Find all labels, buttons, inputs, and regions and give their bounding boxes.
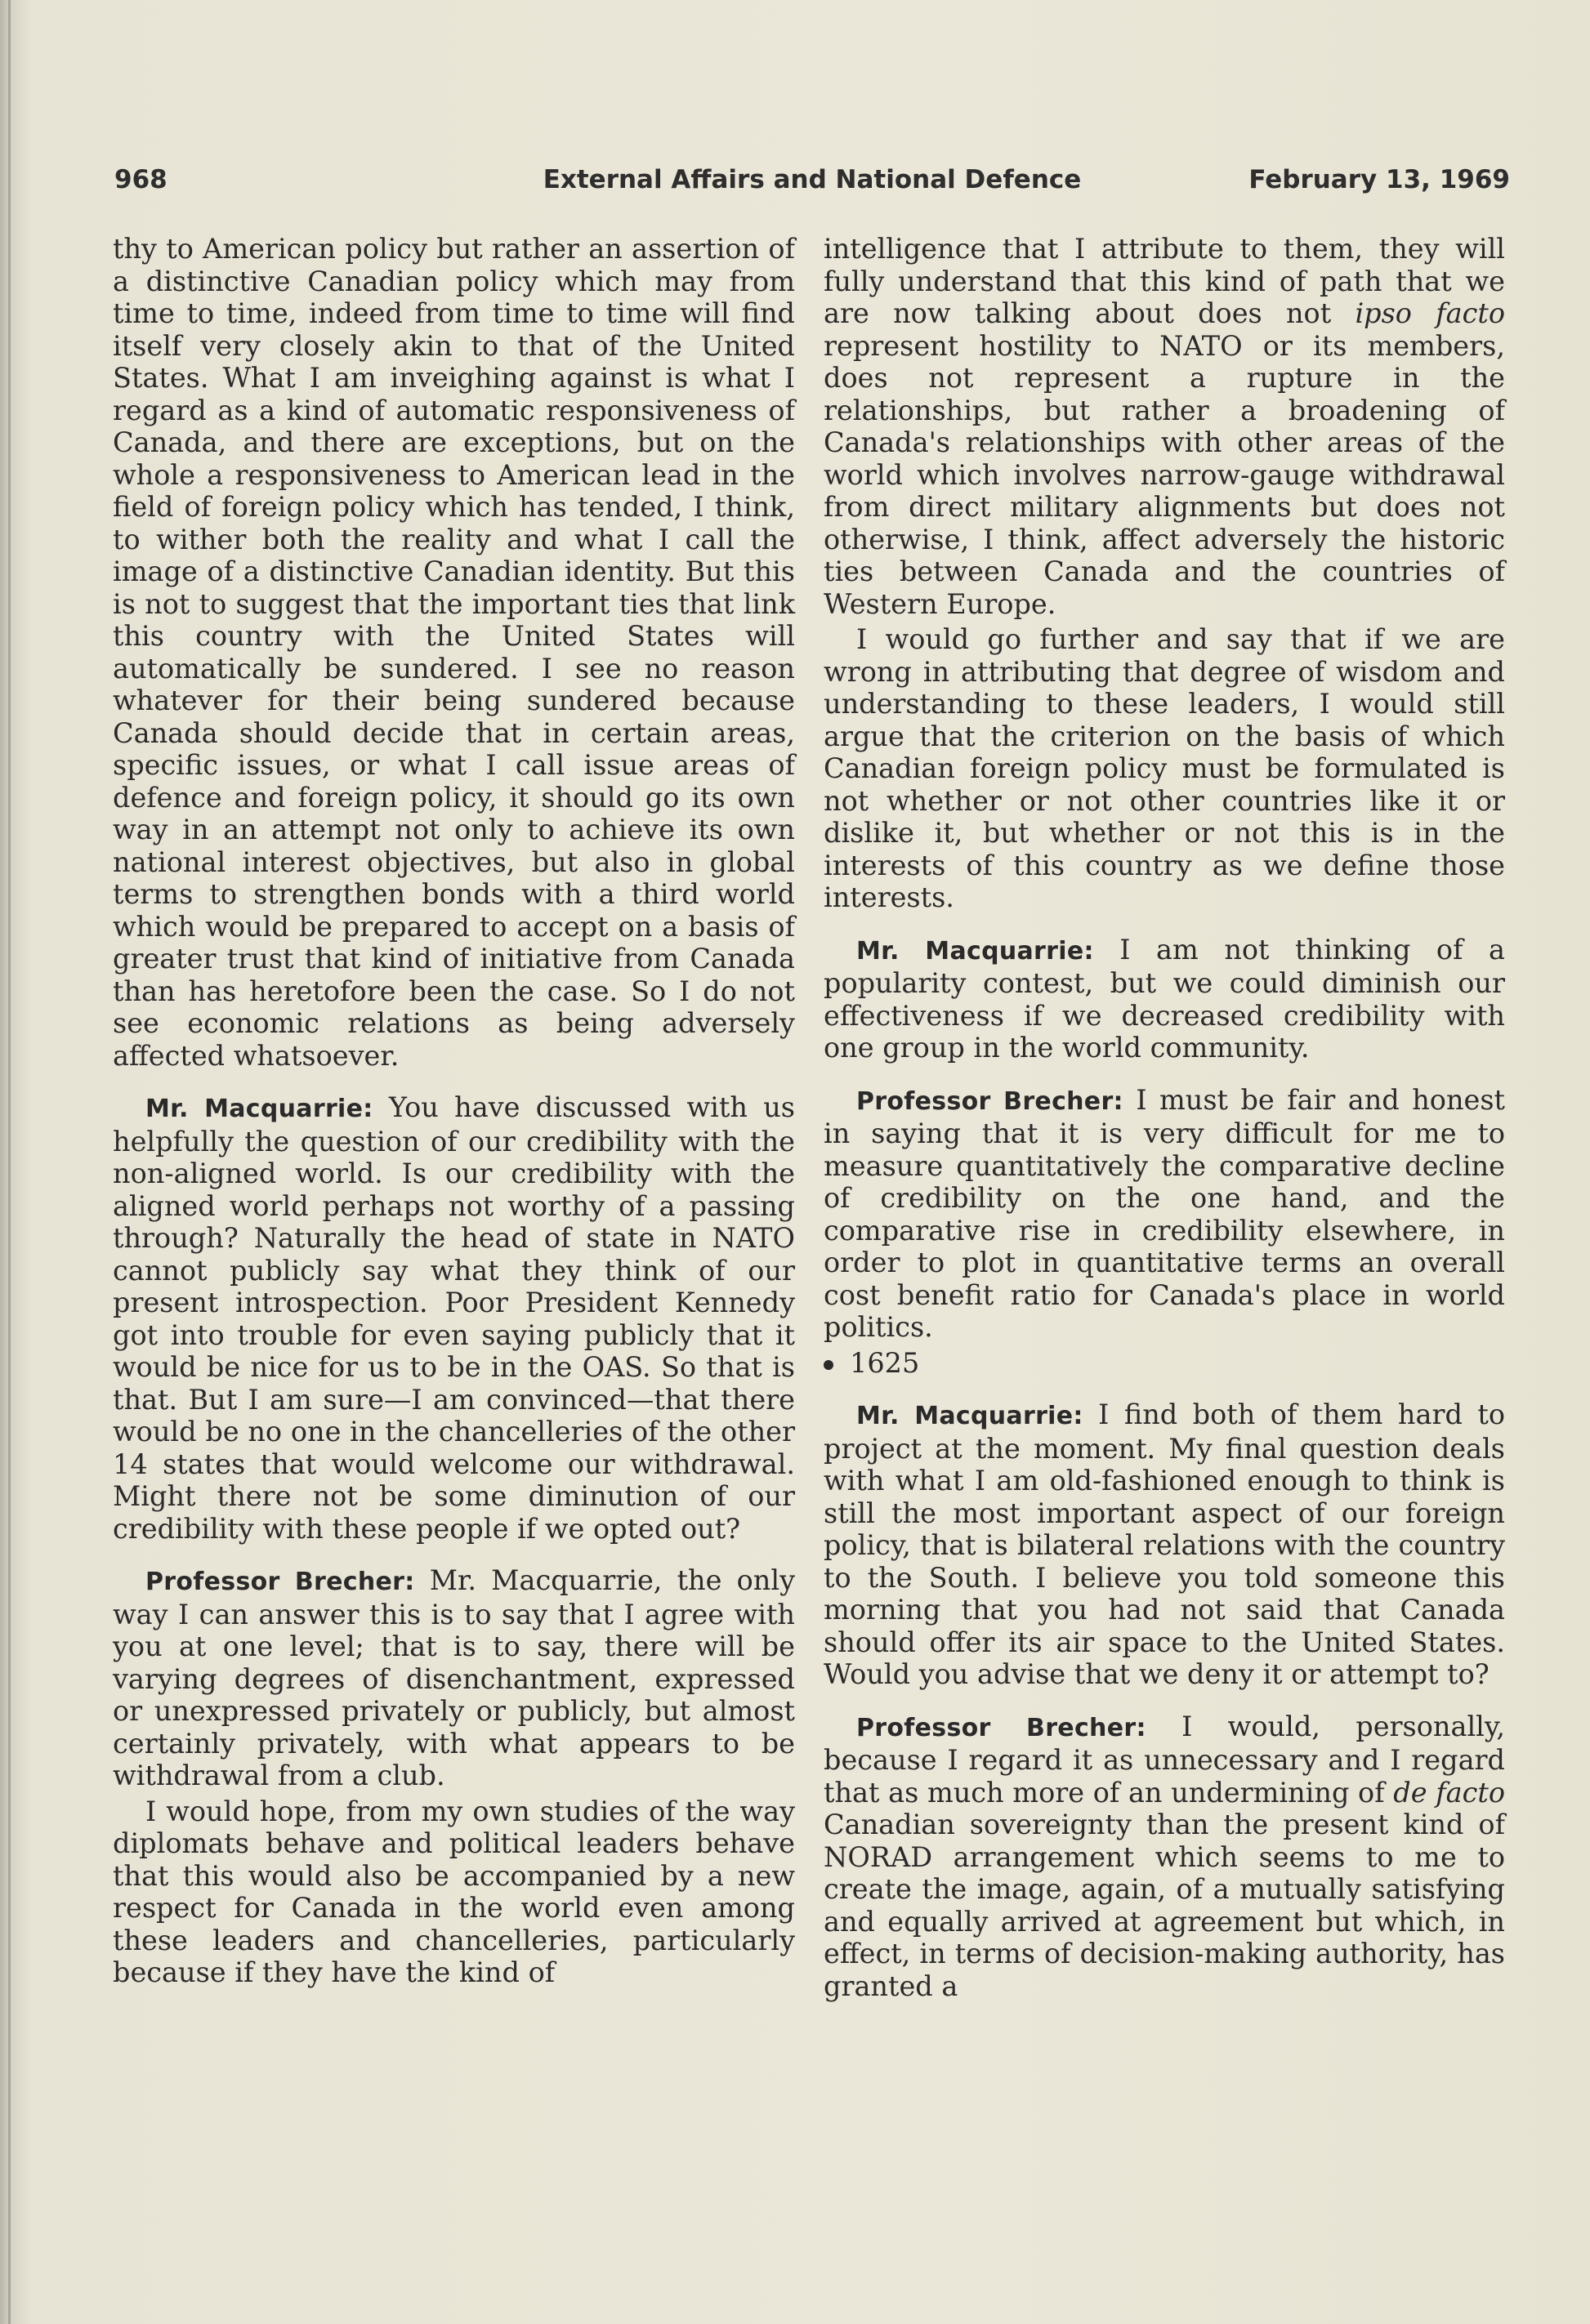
running-header	[114, 165, 1510, 206]
paragraph	[113, 1091, 795, 1545]
paragraph	[824, 1398, 1505, 1691]
paragraph	[824, 233, 1505, 620]
speaker-name: Mr. Macquarrie:	[856, 936, 1094, 966]
text-run: intelligence that I attribute to them, they will fully understand that this kind of path that we are now talking about does not	[824, 233, 1505, 329]
left-column	[113, 233, 795, 1989]
speaker-name: Professor Brecher:	[856, 1086, 1123, 1116]
right-column	[824, 233, 1505, 2002]
bullet-icon	[824, 1360, 833, 1370]
paragraph: thy to American policy but rather an assertion of a distinctive Canadian policy which may from time to time, indeed from time to time will find itself very closely akin to that of the United States. What I am inveighing against is what I regard as a kind of automatic responsiveness of Canada, and there are exceptions, but on the whole a responsiveness to American lead in the field of foreign policy which has tended, I think, to wither both the reality and what I call the image of a distinctive Canadian identity. But this is not to suggest that the important ties that link this country with the United States will automatically be sundered. I see no reason whatever for their being sundered because Canada should decide that in certain areas, specific issues, or what I call issue areas of defence and foreign policy, it should go its own way in an attempt not only to achieve its own national interest objectives, but also in global terms to strengthen bonds with a third world which would be prepared to accept on a basis of greater trust that kind of initiative from Canada than has heretofore been the case. So I do not see economic relations as being adversely affected whatsoever.	[113, 233, 795, 1072]
header-date: February 13, 1969	[1248, 165, 1510, 194]
section-title: External Affairs and National Defence	[543, 165, 1082, 194]
paragraph	[113, 1564, 795, 1792]
speech-text: Mr. Macquarrie, the only way I can answer this is to say that I agree with you at one level; that is to say, there will be varying degrees of disenchantment, expressed or unexpressed privately or publicly, but almost certainly privately, with what appears to be withdrawal from a club.	[113, 1564, 795, 1791]
paragraph: I would hope, from my own studies of the way diplomats behave and political leaders behave that this would also be accompanied by a new respect for Canada in the world even among these leaders and chancelleries, particularly because if they have the kind of	[113, 1795, 795, 1988]
speaker-name: Mr. Macquarrie:	[145, 1095, 373, 1123]
timestamp-value: 1625	[850, 1346, 920, 1379]
speech-text: I would, personally, because I regard it as unnecessary and I regard that as much more of an undermining of	[824, 1710, 1506, 1809]
binding-gutter	[8, 0, 11, 2324]
timestamp	[824, 1347, 1505, 1380]
speech-text: I must be fair and honest in saying that it is very difficult for me to measure quantitatively the comparative decline of credibility on the one hand, and the comparative rise in credibility elsewhere, in order to plot in quantitative terms an overall cost benefit ratio for Canada's place in world politics.	[824, 1083, 1506, 1343]
italic-phrase: de facto	[1393, 1776, 1505, 1809]
paragraph	[824, 1084, 1505, 1344]
italic-phrase: ipso facto	[1355, 297, 1505, 329]
speech-text: You have discussed with us helpfully the question of our credibility with the non-aligned world. Is our credibility with the aligned world perhaps not worthy of a passing through? Naturally the head of state in NATO cannot publicly say what they think of our present introspection. Poor President Kennedy got into trouble for even saying publicly that it would be nice for us to be in the OAS. So that is that. But I am sure—I am convinced—that there would be no one in the chancelleries of the other 14 states that would welcome our withdrawal. Might there not be some diminution of our credibility with these people if we opted out?	[113, 1091, 795, 1545]
speaker-name: Professor Brecher:	[145, 1568, 415, 1596]
text-run: represent hostility to NATO or its members, does not represent a rupture in the relationships, but rather a broadening of Canada's relationships with other areas of the world which involves narrow-gauge withdrawal from direct military alignments but does not otherwise, I think, affect adversely the historic ties between Canada and the countries of Western Europe.	[824, 329, 1505, 620]
speaker-name: Mr. Macquarrie:	[856, 1402, 1083, 1430]
paragraph	[824, 1711, 1505, 2003]
paragraph	[824, 934, 1505, 1064]
page-number: 968	[114, 165, 167, 194]
speech-text: Canadian sovereignty than the present kind of NORAD arrangement which seems to me to create the image, again, of a mutually satisfying and equally arrived at agreement but which, in effect, in terms of decision-making authority, has granted a	[824, 1809, 1505, 2002]
speech-text: I find both of them hard to project at the moment. My final question deals with what I am old-fashioned enough to think is still the most important aspect of our foreign policy, that is bilateral relations with the country to the South. I believe you told someone this morning that you had not said that Canada should offer its air space to the United States. Would you advise that we deny it or attempt to?	[824, 1398, 1505, 1690]
speech-text: I am not thinking of a popularity contest, but we could diminish our effectiveness if we decreased credibility with one group in the world community.	[824, 933, 1505, 1064]
speaker-name: Professor Brecher:	[856, 1713, 1146, 1742]
paragraph: I would go further and say that if we are wrong in attributing that degree of wisdom and understanding to these leaders, I would still argue that the criterion on the basis of which Canadian foreign policy must be formulated is not whether or not other countries like it or dislike it, but whether or not this is in the interests of this country as we define those interests.	[824, 623, 1505, 913]
